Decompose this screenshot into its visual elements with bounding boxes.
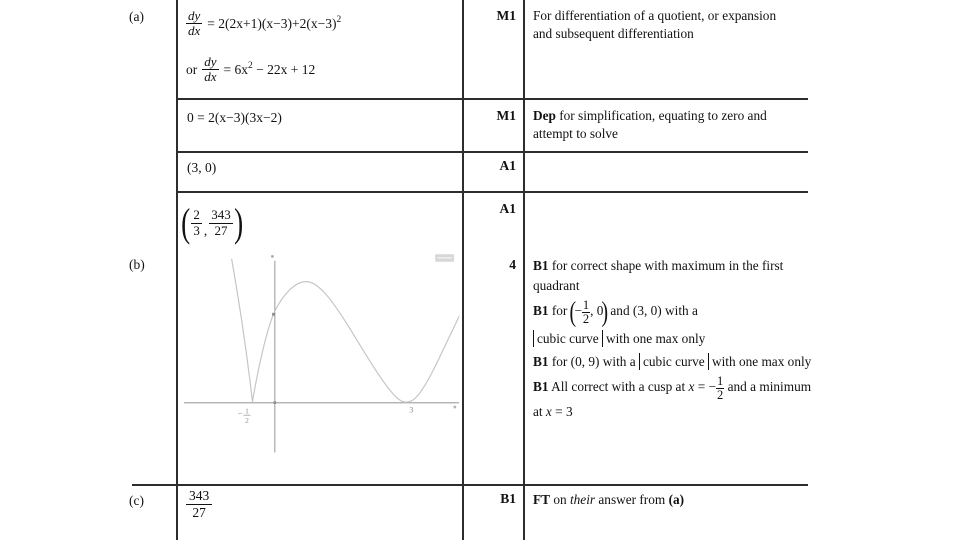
- answer-fraction-343-27: 343 27: [186, 488, 212, 520]
- open-paren: (: [569, 295, 576, 328]
- graph-y-axis-top-tick: [271, 255, 273, 257]
- fraction-one-half: $\frac{1}{2}$: [717, 374, 724, 403]
- mark-a1-first: A1: [499, 158, 516, 173]
- comment-dep: Dep for simplification, equating to zero and attempt to solve: [533, 108, 767, 141]
- modulus-cubic-curve: cubic curve: [639, 353, 709, 370]
- exponent: 2: [248, 60, 253, 71]
- comment-differentiation: For differentiation of a quotient, or expansion and subsequent differentiation: [533, 8, 777, 41]
- answer-point-max: [182, 197, 242, 249]
- equation-derivative-product-rule: [186, 9, 341, 39]
- graph-x-intercept-label: 3: [409, 404, 414, 415]
- mark-m1-second: M1: [496, 108, 516, 123]
- mark-m1-first: M1: [496, 8, 516, 23]
- mark-total-b: 4: [509, 257, 516, 272]
- graph-y-intercept-dot: [272, 313, 275, 316]
- cubic-curve-line: cubic curve with one max only: [533, 329, 815, 349]
- graph-cusp-label-num: 1: [245, 406, 249, 416]
- ft-bold: FT: [533, 492, 550, 507]
- graph-x-axis-end-tick: [454, 406, 457, 409]
- fraction-two-thirds: $\frac{2}{3}$: [193, 207, 200, 238]
- graph-origin-tick: [274, 401, 277, 404]
- var-x: x: [688, 379, 695, 395]
- b1-shape-line: B1 for correct shape with maximum in the first quadrant: [533, 258, 784, 293]
- graph-curve: [232, 259, 459, 402]
- equation-rhs: = $2(2x+1)(x-3)+2(x-3)^2$: [207, 14, 342, 31]
- dep-bold: Dep: [533, 108, 556, 123]
- their-italic: their: [569, 492, 596, 507]
- close-paren: ): [601, 295, 609, 328]
- close-paren: ): [233, 200, 243, 245]
- mark-b1-c: B1: [500, 491, 516, 506]
- dy-dx-fraction: $\frac{dy}{dx}$: [188, 8, 201, 39]
- table-border-marks-right: [523, 0, 525, 540]
- mark-a1-second: A1: [499, 201, 516, 216]
- row-divider-2: [176, 151, 808, 153]
- cubic-modulus-graph: [177, 250, 465, 486]
- part-label-c: (c): [129, 493, 144, 508]
- row-divider-1: [176, 98, 808, 100]
- graph-cusp-label-den: 2: [245, 416, 249, 426]
- exponent: 2: [336, 14, 342, 25]
- b1-all-correct-line: B1 All correct with a cusp at x = − $\frac{1}{2}$ and a minimum at x = 3: [533, 374, 812, 420]
- a-ref-bold: (a): [668, 492, 685, 507]
- part-label-a: (a): [129, 9, 144, 24]
- comment-part-b: [533, 256, 815, 425]
- equation-factorised: 0 = 2(x−3)(3x−2): [187, 110, 282, 125]
- b1-yintercept-line: B1 for (0, 9) with a cubic curve with one max only: [533, 354, 812, 370]
- or-text: or: [186, 61, 198, 77]
- equation-rhs: = $6x^2 - 22x + 12$: [223, 60, 316, 77]
- part-label-b: (b): [129, 257, 145, 272]
- comma: ,: [203, 223, 208, 238]
- equation-derivative-expanded: [186, 55, 315, 85]
- graph-cusp-label-minus: −: [237, 408, 243, 419]
- row-divider-3: [176, 191, 808, 193]
- b1-intercepts-line: B1 for (− $\frac{1}{2}$ , 0) and (3, 0) with a: [533, 295, 698, 328]
- answer-point-3-0: (3, 0): [187, 160, 217, 175]
- var-x: x: [545, 404, 552, 420]
- open-paren: (: [181, 200, 191, 245]
- fraction-343-27: $\frac{343}{27}$: [211, 207, 231, 238]
- fraction-one-half: $\frac{1}{2}$: [582, 297, 590, 326]
- comment-part-c: FT on their answer from (a): [533, 492, 685, 507]
- modulus-cubic-curve: cubic curve: [533, 330, 603, 347]
- dy-dx-fraction: $\frac{dy}{dx}$: [204, 54, 217, 85]
